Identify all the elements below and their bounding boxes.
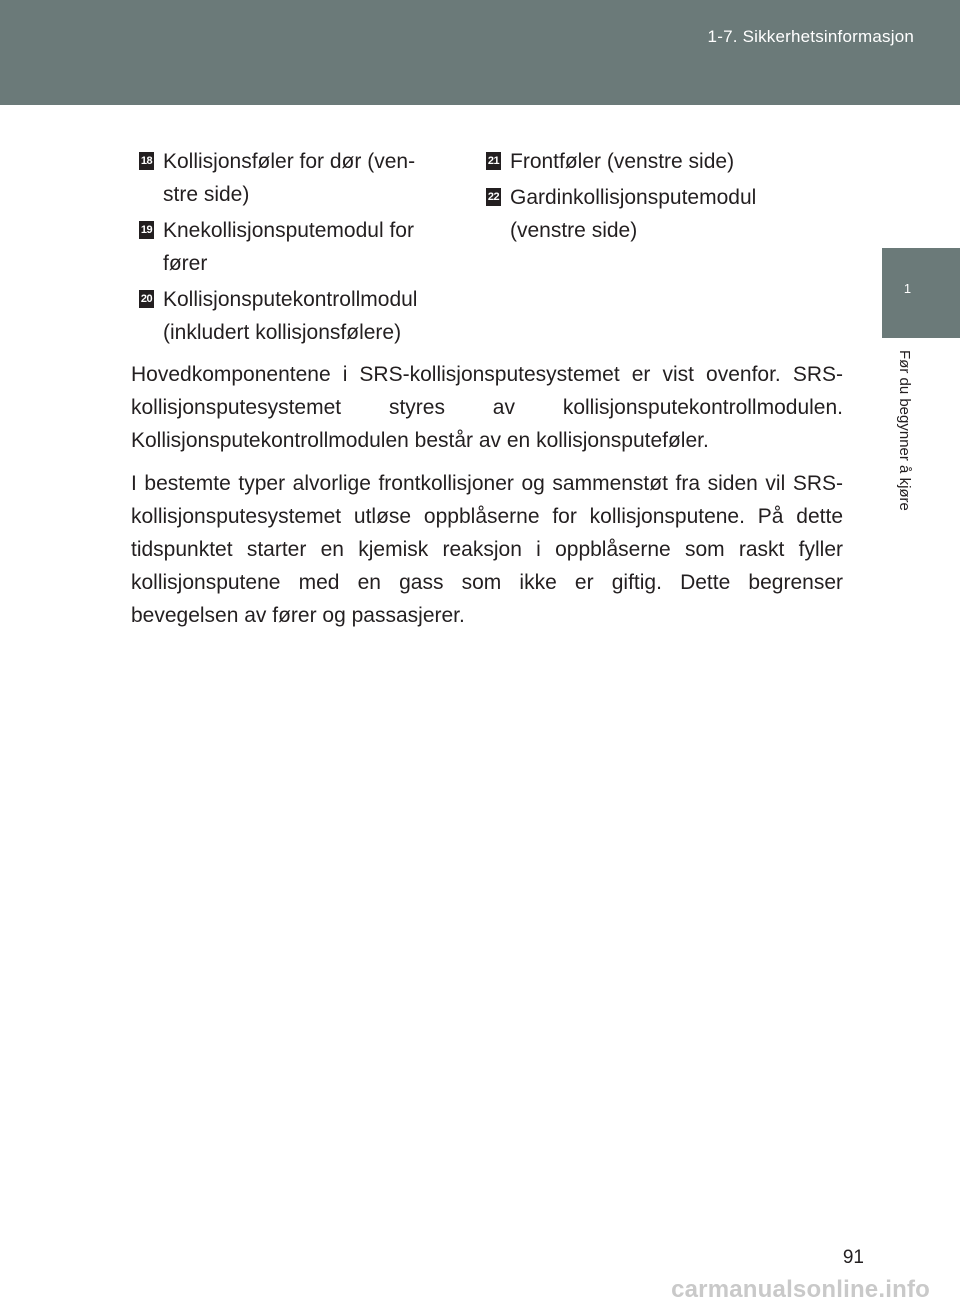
chapter-number: 1	[903, 281, 912, 296]
legend-item-line: Gardinkollisjonsputemodul	[510, 186, 757, 209]
legend-item-line: Knekollisjonsputemodul for	[163, 219, 414, 242]
legend-marker: 22	[486, 188, 501, 206]
legend-item-line: Kollisjonsputekontrollmodul	[163, 288, 418, 311]
legend-marker: 18	[139, 152, 154, 170]
chapter-label	[884, 350, 924, 570]
body-paragraph: I bestemte typer alvorlige frontkollisjoner og sammenstøt fra siden vil SRS-kollisjonsputesystemet utløse oppblåserne for kollisjonsputene. På dette tidspunktet starter en kjemisk reaksjon i oppblåserne som raskt fyller kollisjonsputene med en gass som ikke er giftig. Dette begrenser bevegelsen av fører og passasjerer.	[131, 472, 843, 627]
watermark: carmanualsonline.info	[671, 1276, 930, 1303]
legend-item-line: Kollisjonsføler for dør (ven-	[163, 150, 416, 173]
legend-item	[139, 283, 459, 349]
body-text	[131, 358, 843, 642]
header-bar	[0, 0, 960, 105]
legend-item	[139, 145, 459, 211]
legend-left-column	[139, 145, 459, 352]
legend-marker: 19	[139, 221, 154, 239]
chapter-tab	[882, 248, 960, 338]
body-paragraph: Hovedkomponentene i SRS-kollisjonsputesystemet er vist ovenfor. SRS-kollisjonsputesystemet styres av kollisjonsputekontrollmodulen. Kollisjonsputekontrollmodulen består av en kollisjonsputeføler.	[131, 363, 843, 452]
chapter-label-text: Før du begynner å kjøre	[896, 350, 913, 511]
legend-marker: 20	[139, 290, 154, 308]
legend-right-column	[486, 145, 806, 250]
legend-item	[486, 181, 806, 247]
legend-item-line: stre side)	[163, 183, 250, 206]
legend-item-line: Frontføler (venstre side)	[510, 150, 735, 173]
section-title: 1-7. Sikkerhetsinformasjon	[707, 27, 914, 46]
legend-marker: 21	[486, 152, 501, 170]
page-number: 91	[842, 1247, 864, 1268]
legend-item-line: fører	[163, 252, 208, 275]
legend-item-line: (inkludert kollisjonsfølere)	[163, 321, 402, 344]
legend-item-line: (venstre side)	[510, 219, 638, 242]
legend-item	[486, 145, 806, 178]
legend-item	[139, 214, 459, 280]
